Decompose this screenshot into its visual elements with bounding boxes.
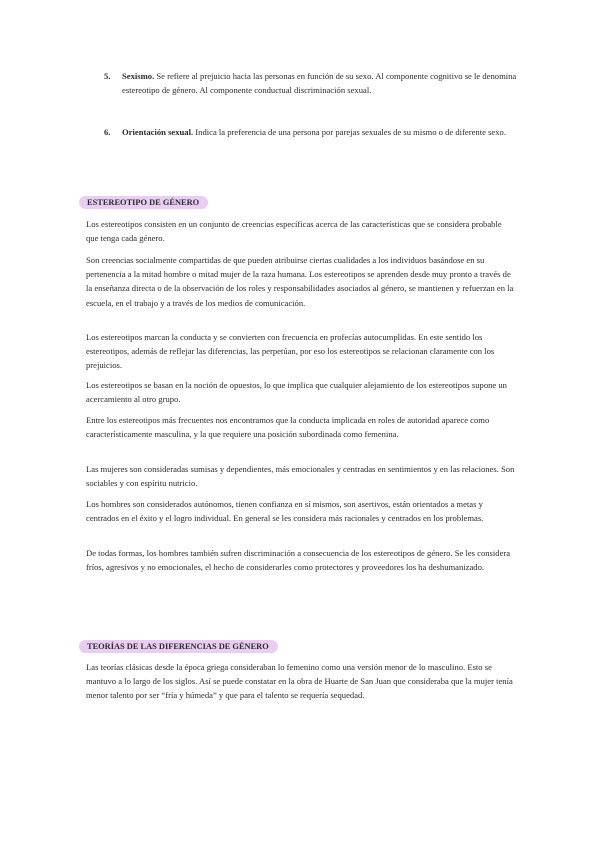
list-number: 6.	[104, 127, 111, 137]
paragraph: Las mujeres son consideradas sumisas y dependientes, más emocionales y centradas en sentimientos y en las relaciones. Son sociables y con espíritu nutricio.	[86, 464, 515, 489]
list-item-orientacion-sexual	[104, 125, 524, 139]
paragraph: Los estereotipos consisten en un conjunto de creencias específicas acerca de las características que se considera probable que tenga cada género.	[86, 219, 502, 244]
list-term: Orientación sexual.	[122, 127, 194, 137]
paragraph: Son creencias socialmente compartidas de que pueden atribuirse ciertas cualidades a los individuos basándose en su pertenencia a la mitad hombre o mitad mujer de la raza humana. Los estereotipos se aprenden desde muy pronto a través de la enseñanza directa o de la observación de los roles y responsabilidades asociados al género, se mantienen y refuerzan en la escuela, en el trabajo y a través de los medios de comunicación.	[86, 255, 514, 308]
paragraph: Entre los estereotipos más frecuentes nos encontramos que la conducta implicada en roles de autoridad aparece como característicamente masculina, y la que requiere una posición subordinada como femenina.	[86, 415, 490, 440]
list-term: Sexismo.	[122, 71, 155, 81]
paragraph: Las teorías clásicas desde la época griega consideraban lo femenino como una versión menor de lo masculino. Esto se mantuvo a lo largo de los siglos. Así se puede constatar en la obra de Huarte de San Juan que consideraba que la mujer tenía menor talento por ser “fría y húmeda” y que para el talento se requería sequedad.	[86, 662, 513, 701]
paragraph: Los estereotipos se basan en la noción de opuestos, lo que implica que cualquier alejamiento de los estereotipos supone un acercamiento al otro grupo.	[86, 380, 507, 405]
list-item-text	[122, 69, 524, 97]
paragraph: De todas formas, los hombres también sufren discriminación a consecuencia de los estereotipos de género. Se les considera fríos, agresivos y no emocionales, el hecho de considerarles como protectores y proveedores los ha deshumanizado.	[86, 548, 511, 573]
section-heading-estereotipo: ESTEREOTIPO DE GÉNERO	[79, 196, 208, 209]
list-number: 5.	[104, 71, 111, 81]
list-item-text	[122, 125, 524, 139]
paragraph: Los estereotipos marcan la conducta y se convierten con frecuencia en profecías autocumplidas. En este sentido los estereotipos, además de reflejar las diferencias, las perpetúan, por eso los estereotipos se relacionan claramente con los prejuicios.	[86, 332, 495, 371]
section-heading-teorias: TEORÍAS DE LAS DIFERENCIAS DE GÉNERO	[79, 640, 278, 653]
list-definition: Se refiere al prejuicio hacia las personas en función de su sexo. Al componente cognitivo se le denomina estereotipo de género. Al componente conductual discriminación sexual.	[122, 71, 517, 96]
paragraph: Los hombres son considerados autónomos, tienen confianza en sí mismos, son asertivos, están orientados a metas y centrados en el éxito y el logro individual. En general se les considera más racionales y centrados en los problemas.	[86, 499, 484, 524]
list-item-sexismo	[104, 69, 524, 97]
list-definition: Indica la preferencia de una persona por parejas sexuales de su mismo o de diferente sexo.	[193, 127, 506, 137]
